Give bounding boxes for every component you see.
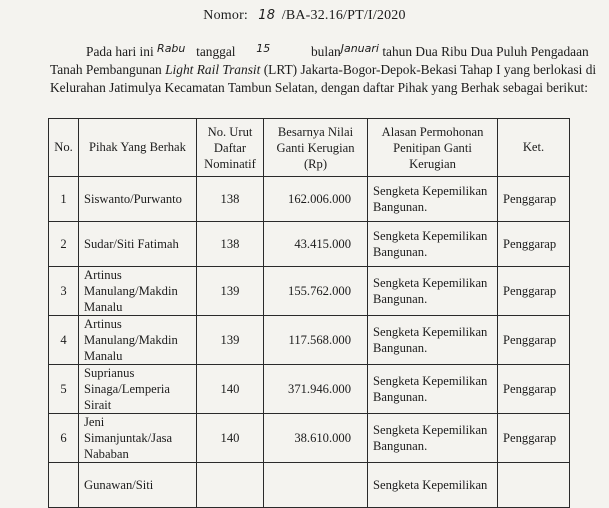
cell-no: 4 — [49, 316, 79, 365]
cell-alasan-line: Sengketa Kepemilikan — [373, 423, 488, 437]
cell-nourut: 140 — [197, 365, 264, 414]
table-row — [49, 267, 570, 316]
cell-pihak-line: Artinus — [84, 317, 122, 331]
cell-no — [49, 463, 79, 508]
cell-pihak — [79, 365, 197, 414]
cell-pihak-line: Jeni — [84, 415, 105, 429]
cell-alasan — [368, 365, 498, 414]
cell-ket: Penggarap — [498, 316, 570, 365]
intro-text: tahun Dua Ribu Dua Puluh Pengadaan — [382, 44, 589, 59]
cell-nilai: 38.610.000 — [264, 414, 368, 463]
nomor-handwritten: 18 — [258, 8, 276, 23]
cell-alasan-line: Sengketa Kepemilikan — [373, 374, 488, 388]
cell-alasan-line: Sengketa Kepemilikan — [373, 184, 488, 198]
header-line: Kerugian — [409, 156, 456, 171]
intro-text: bulan — [310, 44, 341, 59]
nomor-label: Nomor: — [203, 8, 249, 23]
cell-alasan-line: Sengketa Kepemilikan — [373, 229, 488, 243]
cell-pihak — [79, 267, 197, 316]
cell-no: 1 — [49, 177, 79, 222]
header-line: Penitipan Ganti — [393, 140, 472, 155]
cell-alasan-line: Bangunan. — [373, 390, 428, 404]
cell-no: 6 — [49, 414, 79, 463]
header-nilai — [264, 119, 368, 177]
cell-pihak-line: Sinaga/Lemperia — [84, 382, 171, 396]
cell-pihak-line: Simanjuntak/Jasa — [84, 431, 173, 445]
cell-pihak-line: Sirait — [84, 398, 112, 412]
cell-ket — [498, 463, 570, 508]
beneficiary-table — [48, 118, 570, 508]
cell-pihak-line: Suprianus — [84, 366, 135, 380]
cell-pihak-line: Manulang/Makdin — [84, 333, 178, 347]
nomor-suffix: /BA-32.16/PT/I/2020 — [281, 8, 406, 23]
cell-no: 2 — [49, 222, 79, 267]
cell-pihak-line: Gunawan/Siti — [84, 478, 154, 492]
table-row — [49, 177, 570, 222]
bulan-handwritten: Januari — [340, 42, 379, 55]
cell-no: 5 — [49, 365, 79, 414]
header-ket: Ket. — [498, 119, 570, 177]
header-line: (Rp) — [303, 156, 328, 171]
cell-nilai: 162.006.000 — [264, 177, 368, 222]
cell-pihak — [79, 414, 197, 463]
header-no: No. — [49, 119, 79, 177]
intro-text: Tanah Pembangunan — [50, 62, 166, 77]
cell-nourut: 138 — [197, 222, 264, 267]
cell-nourut: 139 — [197, 316, 264, 365]
cell-ket: Penggarap — [498, 267, 570, 316]
cell-ket: Penggarap — [498, 414, 570, 463]
cell-pihak-line: Artinus — [84, 268, 122, 282]
cell-alasan — [368, 222, 498, 267]
intro-text: Pada hari ini — [86, 44, 154, 59]
cell-nilai: 43.415.000 — [264, 222, 368, 267]
cell-nourut: 138 — [197, 177, 264, 222]
cell-nilai: 155.762.000 — [264, 267, 368, 316]
cell-alasan-line: Bangunan. — [373, 292, 428, 306]
header-line: No. Urut — [207, 124, 253, 139]
cell-alasan-line: Sengketa Kepemilikan — [373, 325, 488, 339]
cell-alasan — [368, 267, 498, 316]
intro-line-3 — [50, 79, 590, 97]
cell-alasan-line: Sengketa Kepemilikan — [373, 478, 488, 492]
cell-alasan — [368, 414, 498, 463]
cell-alasan — [368, 177, 498, 222]
cell-alasan-line: Bangunan. — [373, 245, 428, 259]
cell-nourut: 140 — [197, 414, 264, 463]
cell-nilai: 117.568.000 — [264, 316, 368, 365]
cell-pihak-line: Siswanto/Purwanto — [84, 192, 182, 206]
header-nourut — [197, 119, 264, 177]
cell-no: 3 — [49, 267, 79, 316]
cell-pihak-line: Manalu — [84, 349, 123, 363]
cell-alasan-line: Bangunan. — [373, 341, 428, 355]
intro-line-1 — [86, 43, 609, 62]
cell-nilai — [264, 463, 368, 508]
table-row — [49, 222, 570, 267]
cell-pihak-line: Nababan — [84, 447, 129, 461]
header-line: Nominatif — [204, 156, 256, 171]
cell-alasan-line: Bangunan. — [373, 200, 428, 214]
header-line: Besarnya Nilai — [277, 124, 354, 139]
cell-alasan-line: Bangunan. — [373, 439, 428, 453]
intro-text: tanggal — [196, 44, 236, 59]
cell-pihak — [79, 177, 197, 222]
intro-text: (LRT) Jakarta-Bogor-Depok-Bekasi Tahap I yang berlokasi di — [260, 62, 597, 77]
cell-alasan-line: Sengketa Kepemilikan — [373, 276, 488, 290]
cell-pihak — [79, 463, 197, 508]
table-row — [49, 463, 570, 508]
intro-italic-text: Light Rail Transit — [165, 62, 261, 77]
header-alasan — [368, 119, 498, 177]
cell-pihak — [79, 316, 197, 365]
cell-ket: Penggarap — [498, 365, 570, 414]
table-row — [49, 316, 570, 365]
cell-alasan — [368, 463, 498, 508]
table-row — [49, 365, 570, 414]
document-number — [0, 8, 609, 24]
header-pihak: Pihak Yang Berhak — [79, 119, 197, 177]
cell-ket: Penggarap — [498, 177, 570, 222]
cell-pihak-line: Manulang/Makdin — [84, 284, 178, 298]
table-row — [49, 414, 570, 463]
cell-pihak — [79, 222, 197, 267]
cell-nourut — [197, 463, 264, 508]
cell-nilai: 371.946.000 — [264, 365, 368, 414]
intro-text: Kelurahan Jatimulya Kecamatan Tambun Selatan, dengan daftar Pihak yang Berhak sebagai berikut: — [50, 80, 588, 95]
intro-line-2 — [50, 61, 597, 79]
cell-pihak-line: Sudar/Siti Fatimah — [84, 237, 179, 251]
table-header-row — [49, 119, 570, 177]
tanggal-handwritten: 15 — [256, 42, 271, 55]
header-line: Daftar — [213, 140, 247, 155]
cell-ket: Penggarap — [498, 222, 570, 267]
cell-alasan — [368, 316, 498, 365]
cell-nourut: 139 — [197, 267, 264, 316]
cell-pihak-line: Manalu — [84, 300, 123, 314]
header-line: Ganti Kerugian — [276, 140, 355, 155]
hari-handwritten: Rabu — [157, 42, 186, 55]
header-line: Alasan Permohonan — [381, 124, 484, 139]
